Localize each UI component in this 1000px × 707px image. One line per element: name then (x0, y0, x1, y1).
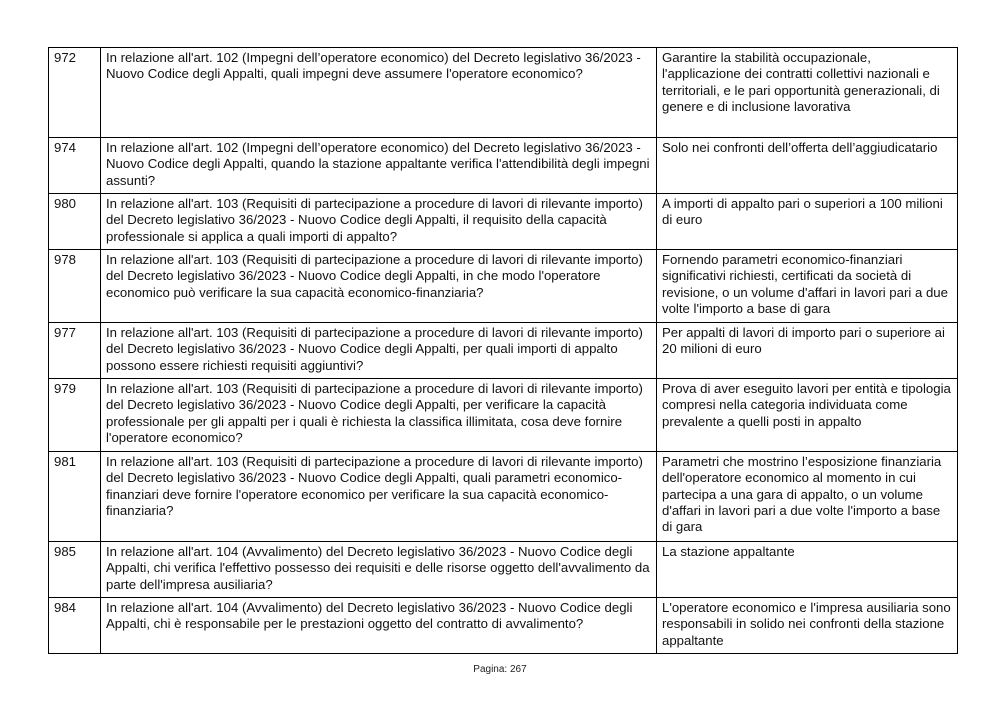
question-id: 977 (49, 323, 101, 379)
question-text: In relazione all'art. 103 (Requisiti di partecipazione a procedure di lavori di rilevante importo) del Decreto legislativo 36/2023 - Nuovo Codice degli Appalti, per verificare la capacità professionale per gli appalti per i quali è richiesta la classifica illimitata, cosa deve fornire l'operatore economico? (101, 379, 657, 452)
question-text: In relazione all'art. 104 (Avvalimento) del Decreto legislativo 36/2023 - Nuovo Codice degli Appalti, chi è responsabile per le prestazioni oggetto del contratto di avvalimento? (101, 598, 657, 654)
question-id: 981 (49, 452, 101, 542)
answer-text: A importi di appalto pari o superiori a 100 milioni di euro (657, 194, 958, 250)
question-text: In relazione all'art. 103 (Requisiti di partecipazione a procedure di lavori di rilevante importo) del Decreto legislativo 36/2023 - Nuovo Codice degli Appalti, per quali importi di appalto possono essere richiesti requisiti aggiuntivi? (101, 323, 657, 379)
question-id: 984 (49, 598, 101, 654)
table-row (49, 48, 958, 138)
page-number: Pagina: 267 (473, 664, 527, 675)
table-row (49, 194, 958, 250)
question-text: In relazione all'art. 104 (Avvalimento) del Decreto legislativo 36/2023 - Nuovo Codice degli Appalti, chi verifica l'effettivo possesso dei requisiti e delle risorse oggetto dell'avvalimento da parte dell'impresa ausiliaria? (101, 542, 657, 598)
question-text: In relazione all'art. 102 (Impegni dell’operatore economico) del Decreto legislativo 36/2023 - Nuovo Codice degli Appalti, quando la stazione appaltante verifica l'attendibilità degli impegni assunti? (101, 138, 657, 194)
table-row (49, 598, 958, 654)
table-row (49, 323, 958, 379)
question-id: 972 (49, 48, 101, 138)
table-row (49, 542, 958, 598)
answer-text: Fornendo parametri economico-finanziari significativi richiesti, certificati da società di revisione, o un volume d'affari in lavori pari a due volte l'importo a base di gara (657, 250, 958, 323)
question-text: In relazione all'art. 102 (Impegni dell’operatore economico) del Decreto legislativo 36/2023 - Nuovo Codice degli Appalti, quali impegni deve assumere l'operatore economico? (101, 48, 657, 138)
table-row (49, 452, 958, 542)
question-id: 979 (49, 379, 101, 452)
answer-text: Parametri che mostrino l’esposizione finanziaria dell'operatore economico al momento in cui partecipa a una gara di appalto, o un volume d'affari in lavori pari a due volte l'importo a base di gara (657, 452, 958, 542)
answer-text: Garantire la stabilità occupazionale, l'applicazione dei contratti collettivi nazionali e territoriali, e le pari opportunità generazionali, di genere e di inclusione lavorativa (657, 48, 958, 138)
answer-text: Prova di aver eseguito lavori per entità e tipologia compresi nella categoria individuata come prevalente a quelli posti in appalto (657, 379, 958, 452)
qa-table (48, 47, 958, 654)
answer-text: La stazione appaltante (657, 542, 958, 598)
answer-text: L'operatore economico e l'impresa ausiliaria sono responsabili in solido nei confronti della stazione appaltante (657, 598, 958, 654)
answer-text: Solo nei confronti dell’offerta dell’aggiudicatario (657, 138, 958, 194)
question-text: In relazione all'art. 103 (Requisiti di partecipazione a procedure di lavori di rilevante importo) del Decreto legislativo 36/2023 - Nuovo Codice degli Appalti, il requisito della capacità professionale si applica a quali importi di appalto? (101, 194, 657, 250)
table-row (49, 379, 958, 452)
question-id: 978 (49, 250, 101, 323)
answer-text: Per appalti di lavori di importo pari o superiore ai 20 milioni di euro (657, 323, 958, 379)
question-id: 985 (49, 542, 101, 598)
qa-table-body (49, 48, 958, 654)
question-text: In relazione all'art. 103 (Requisiti di partecipazione a procedure di lavori di rilevante importo) del Decreto legislativo 36/2023 - Nuovo Codice degli Appalti, in che modo l'operatore economico può verificare la sua capacità economico-finanziaria? (101, 250, 657, 323)
question-id: 974 (49, 138, 101, 194)
question-id: 980 (49, 194, 101, 250)
table-row (49, 250, 958, 323)
table-row (49, 138, 958, 194)
question-text: In relazione all'art. 103 (Requisiti di partecipazione a procedure di lavori di rilevante importo) del Decreto legislativo 36/2023 - Nuovo Codice degli Appalti, quali parametri economico-finanziari deve fornire l'operatore economico per verificare la sua capacità economico-finanziaria? (101, 452, 657, 542)
